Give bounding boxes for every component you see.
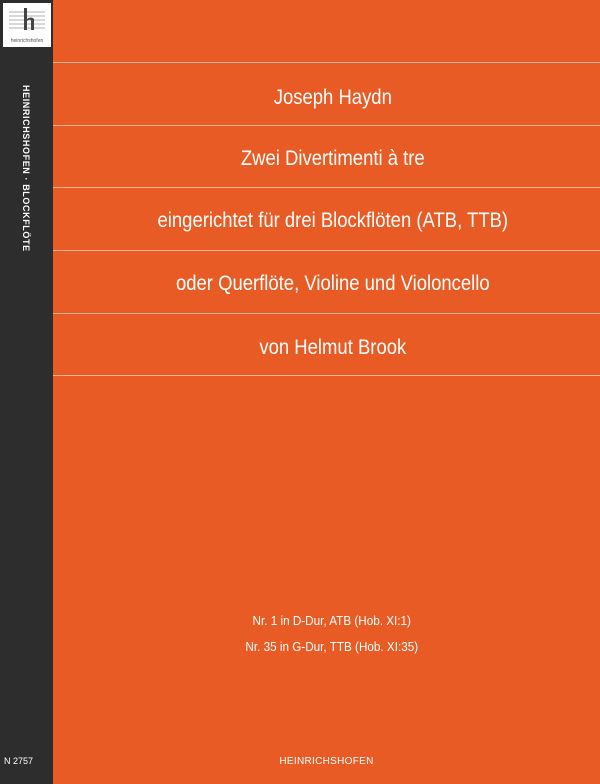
logo-text: heinrichshofen — [10, 38, 44, 44]
order-number: N 2757 — [4, 756, 34, 766]
arranger: von Helmut Brook — [259, 336, 407, 359]
spine — [0, 0, 53, 784]
divider-line — [53, 125, 600, 126]
divider-line — [53, 62, 600, 63]
spine-text: HEINRICHSHOFEN · BLOCKFLÖTE — [21, 85, 31, 252]
divider-line — [53, 313, 600, 314]
publisher-logo — [3, 3, 51, 47]
logo-mark-icon — [9, 7, 45, 33]
alternative-instrumentation: oder Querflöte, Violine und Violoncello — [175, 272, 490, 295]
contents-item-1: Nr. 1 in D-Dur, ATB (Hob. XI:1) — [252, 613, 411, 628]
work-title: Zwei Divertimenti à tre — [240, 147, 425, 170]
arrangement: eingerichtet für drei Blockflöten (ATB, TTB) — [157, 209, 509, 232]
contents-item-2: Nr. 35 in G-Dur, TTB (Hob. XI:35) — [245, 639, 419, 654]
divider-line — [53, 250, 600, 251]
divider-line — [53, 375, 600, 376]
publisher-name: HEINRICHSHOFEN — [279, 756, 374, 767]
divider-line — [53, 187, 600, 188]
composer: Joseph Haydn — [273, 86, 392, 109]
